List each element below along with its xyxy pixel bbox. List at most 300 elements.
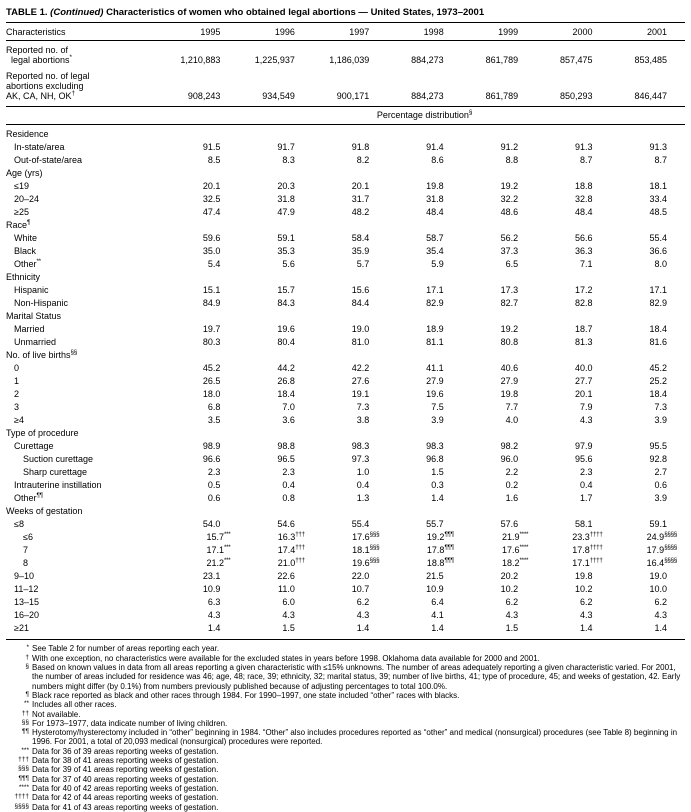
- footnote-marker: ¶¶¶: [444, 544, 454, 552]
- cell-value: 861,789: [485, 55, 519, 66]
- cell-value: 45.2: [649, 363, 667, 374]
- table-row: [6, 245, 685, 258]
- cell-value: 20.1: [575, 389, 593, 400]
- cell-value: 15.7***: [206, 531, 231, 543]
- cell-value: 8.5: [207, 155, 221, 166]
- table-row: [6, 609, 685, 622]
- footnote-marker: §§§§: [664, 531, 677, 539]
- cell-value: 7.1: [580, 259, 593, 270]
- cell-value: 56.6: [575, 233, 593, 244]
- cell-value: 2.7: [654, 467, 667, 478]
- cell-value: 18.8: [575, 181, 593, 192]
- row-label: 0: [14, 363, 20, 374]
- footnote-text: Data for 39 of 41 areas reporting weeks of gestation.: [32, 765, 219, 775]
- row-label: White: [14, 233, 38, 244]
- cell-value: 0.4: [580, 480, 593, 491]
- table-title: [6, 5, 685, 23]
- row-label: Sharp curettage: [23, 467, 88, 478]
- row-label: ≥25: [14, 207, 29, 218]
- table-row: [6, 154, 685, 167]
- cell-value: 57.6: [500, 519, 519, 530]
- cell-value: 17.1††††: [572, 557, 603, 569]
- footnote-marker: §§§: [369, 557, 380, 565]
- footnote: [6, 784, 685, 793]
- cell-value: 18.1: [649, 181, 667, 192]
- row-label-line: legal abortions*: [6, 54, 72, 66]
- cell-value: 8.7: [580, 155, 593, 166]
- footnote-symbol: †: [25, 653, 29, 661]
- footnote-symbol: §§§§: [14, 802, 29, 810]
- cell-value: 4.1: [431, 610, 444, 621]
- cell-value: 54.0: [202, 519, 221, 530]
- cell-value: 1,186,039: [329, 55, 370, 66]
- cell-value: 6.5: [505, 259, 519, 270]
- cell-value: 95.5: [649, 441, 667, 452]
- cell-value: 18.0: [202, 389, 221, 400]
- section-row: [6, 427, 685, 440]
- column-header-year: 2001: [646, 27, 667, 37]
- footnote-symbol: §: [25, 663, 29, 671]
- cell-value: 41.1: [426, 363, 444, 374]
- cell-value: 2.2: [505, 467, 519, 478]
- cell-value: 10.2: [575, 584, 593, 595]
- footnote-symbol: §§: [21, 718, 29, 726]
- cell-value: 27.9: [500, 376, 519, 387]
- footnote-marker: ****: [519, 557, 529, 565]
- table-row: [6, 258, 685, 271]
- cell-value: 3.9: [654, 493, 667, 504]
- cell-value: 98.9: [202, 441, 221, 452]
- footnote-marker: ††††: [589, 531, 603, 539]
- row-label: 1: [14, 376, 20, 387]
- row-label-line: Reported no. of: [6, 45, 69, 55]
- cell-value: 59.1: [277, 233, 295, 244]
- cell-value: 31.7: [351, 194, 370, 205]
- cell-value: 98.3: [426, 441, 444, 452]
- table-row: [6, 570, 685, 583]
- footnote-marker: ††††: [589, 557, 603, 565]
- cell-value: 19.2: [500, 181, 519, 192]
- cell-value: 98.2: [500, 441, 519, 452]
- cell-value: 96.6: [202, 454, 221, 465]
- footnote-marker: ¶¶: [36, 492, 43, 500]
- cell-value: 82.8: [575, 298, 593, 309]
- cell-value: 1.6: [505, 493, 519, 504]
- cell-value: 35.3: [277, 246, 295, 257]
- cell-value: 36.6: [649, 246, 667, 257]
- cell-value: 42.2: [351, 363, 370, 374]
- table-row: [6, 466, 685, 479]
- cell-value: 25.2: [649, 376, 667, 387]
- cell-value: 81.0: [351, 337, 370, 348]
- cell-value: 0.5: [207, 480, 221, 491]
- cell-value: 2.3: [580, 467, 593, 478]
- cell-value: 0.3: [431, 480, 444, 491]
- footnote: [6, 728, 685, 747]
- cell-value: 19.6: [277, 324, 295, 335]
- section-header: No. of live births§§: [6, 349, 77, 361]
- footnote-symbol: *: [26, 644, 29, 652]
- footnote-symbol: ††††: [14, 793, 29, 801]
- cell-value: 10.2: [500, 584, 519, 595]
- footnote-marker: ****: [519, 544, 529, 552]
- row-label: Married: [14, 324, 45, 335]
- cell-value: 17.8¶¶¶: [426, 544, 454, 556]
- cell-value: 2.3: [282, 467, 295, 478]
- row-label: Black: [14, 246, 37, 257]
- cell-value: 1.3: [356, 493, 370, 504]
- section-header: Age (yrs): [6, 168, 43, 179]
- cell-value: 1.4: [207, 623, 221, 634]
- footnote-marker: ****: [519, 531, 529, 539]
- cell-value: 91.4: [426, 142, 444, 153]
- cell-value: 22.6: [277, 571, 295, 582]
- cell-value: 6.2: [505, 597, 519, 608]
- cell-value: 19.0: [351, 324, 370, 335]
- cell-value: 4.3: [580, 415, 593, 426]
- table-row: [6, 284, 685, 297]
- table-body: [6, 125, 685, 640]
- cell-value: 21.0†††: [277, 557, 305, 569]
- footnote-marker: **: [36, 258, 41, 266]
- footnote-text: Black race reported as black and other races through 1984. For 1990–1997, one state included “other” races with blacks.: [32, 690, 460, 700]
- cell-value: 91.7: [277, 142, 295, 153]
- row-label: 13–15: [14, 597, 40, 608]
- cell-value: 1.4: [356, 623, 370, 634]
- cell-value: 31.8: [426, 194, 444, 205]
- footnote-text: Hysterotomy/hysterectomy included in “other” beginning in 1984. “Other” also includes procedures reported as “other” and medical (nonsurgical) procedures (see Table 8) beginning in 1996. For 2001, a total of 20,093 medical (nonsurgical) procedures were reported.: [32, 728, 678, 747]
- cell-value: 20.1: [202, 181, 221, 192]
- table-row: [6, 362, 685, 375]
- cell-value: 17.6§§§: [352, 531, 380, 543]
- table-row: [6, 479, 685, 492]
- row-label: 3: [14, 402, 20, 413]
- row-label: Intrauterine instillation: [14, 480, 102, 491]
- footnote-marker: §§§: [369, 531, 380, 539]
- row-label: 2: [14, 389, 20, 400]
- row-label: In-state/area: [14, 142, 65, 153]
- cell-value: 91.5: [202, 142, 221, 153]
- section-row: [6, 219, 685, 232]
- cell-value: 18.7: [575, 324, 593, 335]
- footnote-symbol: ¶: [25, 690, 29, 698]
- footnote-text: For 1973–1977, data indicate number of living children.: [32, 718, 228, 728]
- cell-value: 21.2***: [206, 557, 231, 569]
- cell-value: 17.2: [575, 285, 593, 296]
- cell-value: 55.4: [649, 233, 667, 244]
- footnote: [6, 765, 685, 774]
- table-row: [6, 453, 685, 466]
- cell-value: 0.6: [207, 493, 221, 504]
- footnote-marker: ¶¶¶: [444, 531, 454, 539]
- cell-value: 20.3: [277, 181, 295, 192]
- cell-value: 19.8: [575, 571, 593, 582]
- table-row: [6, 336, 685, 349]
- cell-value: 59.1: [649, 519, 667, 530]
- cell-value: 3.9: [654, 415, 667, 426]
- table-row: [6, 544, 685, 557]
- footnote: [6, 756, 685, 765]
- footnote-symbol: ****: [18, 783, 29, 791]
- cell-value: 91.2: [500, 142, 519, 153]
- footnote: [6, 803, 685, 812]
- row-label: 20–24: [14, 194, 40, 205]
- cell-value: 1.5: [505, 623, 519, 634]
- cell-value: 48.2: [351, 207, 370, 218]
- row-label: 16–20: [14, 610, 40, 621]
- footnote-text: Data for 38 of 41 areas reporting weeks of gestation.: [32, 756, 219, 766]
- cell-value: 908,243: [187, 91, 221, 102]
- cell-value: 6.4: [431, 597, 444, 608]
- row-label: Other¶¶: [14, 492, 43, 504]
- table-row: [6, 388, 685, 401]
- cell-value: 900,171: [336, 91, 370, 102]
- footnote-text: Includes all other races.: [32, 700, 117, 710]
- cell-value: 15.6: [351, 285, 370, 296]
- cell-value: 20.2: [500, 571, 519, 582]
- cell-value: 5.4: [207, 259, 221, 270]
- table-row: [6, 401, 685, 414]
- cell-value: 27.7: [575, 376, 593, 387]
- row-label-line: abortions excluding: [6, 80, 84, 91]
- cell-value: 0.4: [356, 480, 370, 491]
- cell-value: 98.3: [351, 441, 370, 452]
- section-row: [6, 128, 685, 141]
- cell-value: 3.8: [356, 415, 370, 426]
- row-label: [6, 71, 164, 102]
- cell-value: 81.3: [575, 337, 593, 348]
- cell-value: 1,210,883: [180, 55, 221, 66]
- footnote-symbol: †††: [18, 756, 29, 764]
- cell-value: 98.8: [277, 441, 295, 452]
- cell-value: 48.4: [426, 207, 444, 218]
- cell-value: 6.3: [207, 597, 221, 608]
- cell-value: 82.9: [426, 298, 444, 309]
- table-row: [6, 622, 685, 635]
- cell-value: 21.9****: [502, 531, 529, 543]
- cell-value: 7.9: [580, 402, 593, 413]
- cell-value: 91.8: [351, 142, 370, 153]
- footnote-marker: §§§§: [664, 557, 677, 565]
- cell-value: 92.8: [649, 454, 667, 465]
- section-row: [6, 505, 685, 518]
- cell-value: 26.8: [277, 376, 295, 387]
- cell-value: 8.2: [356, 155, 370, 166]
- cell-value: 54.6: [277, 519, 295, 530]
- cell-value: 10.0: [649, 584, 667, 595]
- cell-value: 7.3: [356, 402, 370, 413]
- spanner-row: [6, 107, 685, 125]
- cell-value: 4.3: [505, 610, 519, 621]
- row-label-line: AK, CA, NH, OK†: [6, 90, 75, 102]
- cell-value: 81.6: [649, 337, 667, 348]
- cell-value: 19.2¶¶¶: [426, 531, 454, 543]
- table-caption: Characteristics of women who obtained legal abortions — United States, 1973–2001: [106, 7, 485, 18]
- table-row: [6, 193, 685, 206]
- column-header-year: 1999: [498, 27, 519, 37]
- cell-value: 96.8: [426, 454, 444, 465]
- footnote: [6, 644, 685, 653]
- cell-value: 1.5: [282, 623, 295, 634]
- cell-value: 97.3: [351, 454, 370, 465]
- cell-value: 7.5: [431, 402, 444, 413]
- cell-value: 3.6: [282, 415, 295, 426]
- cell-value: 7.0: [282, 402, 295, 413]
- cell-value: 4.3: [580, 610, 593, 621]
- column-header-year: 1996: [274, 27, 295, 37]
- cell-value: 8.0: [654, 259, 667, 270]
- cell-value: 47.9: [277, 207, 295, 218]
- cell-value: 19.6: [426, 389, 444, 400]
- row-label: ≥4: [14, 415, 24, 426]
- cell-value: 4.3: [207, 610, 221, 621]
- cell-value: 82.7: [500, 298, 519, 309]
- cell-value: 80.8: [500, 337, 519, 348]
- cell-value: 6.2: [654, 597, 667, 608]
- cell-value: 17.4†††: [277, 544, 305, 556]
- cell-value: 59.6: [202, 233, 221, 244]
- cell-value: 95.6: [575, 454, 593, 465]
- cell-value: 0.4: [282, 480, 295, 491]
- cell-value: 6.2: [580, 597, 593, 608]
- cell-value: 24.9§§§§: [646, 531, 677, 543]
- cell-value: 5.9: [431, 259, 444, 270]
- footnote-marker: ¶¶¶: [444, 557, 454, 565]
- footnote-marker: ***: [223, 557, 231, 565]
- footnote-marker: *: [69, 54, 72, 62]
- cell-value: 19.2: [500, 324, 519, 335]
- table-row: [6, 596, 685, 609]
- cell-value: 4.3: [282, 610, 295, 621]
- spanner-footnote-marker: §: [468, 109, 473, 117]
- cell-value: 33.4: [649, 194, 667, 205]
- row-label: 8: [23, 558, 29, 569]
- cell-value: 0.6: [654, 480, 667, 491]
- footnote-marker: ¶: [27, 219, 31, 227]
- cell-value: 31.8: [277, 194, 295, 205]
- cell-value: 96.0: [500, 454, 519, 465]
- row-label: ≤6: [23, 532, 33, 543]
- cell-value: 35.4: [426, 246, 444, 257]
- cell-value: 1.0: [356, 467, 370, 478]
- cell-value: 17.3: [500, 285, 519, 296]
- footnote-marker: §§: [70, 349, 77, 357]
- row-label: Non-Hispanic: [14, 298, 69, 309]
- table-row: [6, 375, 685, 388]
- cell-value: 58.1: [575, 519, 593, 530]
- cell-value: 16.4§§§§: [646, 557, 677, 569]
- cell-value: 17.8††††: [572, 544, 603, 556]
- count-row: [6, 45, 685, 66]
- cell-value: 27.9: [426, 376, 444, 387]
- cell-value: 8.3: [282, 155, 295, 166]
- cell-value: 91.3: [649, 142, 667, 153]
- cell-value: 56.2: [500, 233, 519, 244]
- cell-value: 35.0: [202, 246, 221, 257]
- column-header-characteristics: Characteristics: [6, 27, 66, 37]
- cell-value: 19.8: [426, 181, 444, 192]
- cell-value: 45.2: [202, 363, 221, 374]
- section-header: Type of procedure: [6, 428, 79, 439]
- cell-value: 857,475: [560, 55, 593, 66]
- cell-value: 37.3: [500, 246, 519, 257]
- cell-value: 1.7: [580, 493, 593, 504]
- cell-value: 5.6: [282, 259, 295, 270]
- footnote-symbol: §§§: [18, 765, 29, 773]
- row-label: 7: [23, 545, 29, 556]
- cell-value: 16.3†††: [277, 531, 305, 543]
- cell-value: 32.8: [575, 194, 593, 205]
- row-label: Curettage: [14, 441, 54, 452]
- cell-value: 80.3: [202, 337, 221, 348]
- cell-value: 17.1: [426, 285, 444, 296]
- cell-value: 15.7: [277, 285, 295, 296]
- footnote-symbol: ††: [21, 709, 29, 717]
- footnote-text: Data for 36 of 39 areas reporting weeks of gestation.: [32, 746, 219, 756]
- row-label: Out-of-state/area: [14, 155, 83, 166]
- cell-value: 55.7: [426, 519, 444, 530]
- cell-value: 884,273: [411, 91, 444, 102]
- cell-value: 27.6: [351, 376, 370, 387]
- footnote-marker: §§§§: [664, 544, 677, 552]
- spanner-text: Percentage distribution: [376, 110, 469, 121]
- row-label: 11–12: [14, 584, 39, 595]
- table-row: [6, 232, 685, 245]
- cell-value: 19.6§§§: [352, 557, 380, 569]
- footnotes: [6, 640, 685, 811]
- footnote: [6, 654, 685, 663]
- footnote-marker: †††: [295, 557, 305, 565]
- cell-value: 55.4: [351, 519, 370, 530]
- count-row: [6, 71, 685, 102]
- cell-value: 1.5: [431, 467, 444, 478]
- column-header-row: [6, 23, 685, 41]
- cell-value: 7.7: [505, 402, 519, 413]
- section-row: [6, 349, 685, 362]
- row-label: Suction curettage: [23, 454, 94, 465]
- footnote-marker: †††: [295, 531, 305, 539]
- cell-value: 6.2: [356, 597, 370, 608]
- cell-value: 0.2: [505, 480, 519, 491]
- footnote-symbol: ***: [21, 746, 29, 754]
- cell-value: 82.9: [649, 298, 667, 309]
- cell-value: 58.7: [426, 233, 444, 244]
- cell-value: 5.7: [356, 259, 370, 270]
- cell-value: 11.0: [277, 584, 295, 595]
- continued-label: (Continued): [50, 7, 107, 18]
- footnote: [6, 700, 685, 709]
- footnote-text: Data for 37 of 40 areas reporting weeks of gestation.: [32, 774, 219, 784]
- footnote-marker: ***: [223, 531, 231, 539]
- table-row: [6, 583, 685, 596]
- footnote-symbol: ¶¶: [22, 728, 29, 736]
- row-label: ≤19: [14, 181, 29, 192]
- cell-value: 19.1: [351, 389, 370, 400]
- count-rows-section: [6, 41, 685, 107]
- column-header-year: 1997: [349, 27, 370, 37]
- cell-value: 3.9: [431, 415, 444, 426]
- cell-value: 4.3: [654, 610, 667, 621]
- cell-value: 22.0: [351, 571, 370, 582]
- cell-value: 884,273: [411, 55, 444, 66]
- cell-value: 18.1§§§: [352, 544, 380, 556]
- cell-value: 97.9: [575, 441, 593, 452]
- cell-value: 4.0: [505, 415, 519, 426]
- row-label-line: Reported no. of legal: [6, 70, 90, 81]
- cell-value: 19.0: [649, 571, 667, 582]
- cell-value: 846,447: [634, 91, 667, 102]
- table-row: [6, 557, 685, 570]
